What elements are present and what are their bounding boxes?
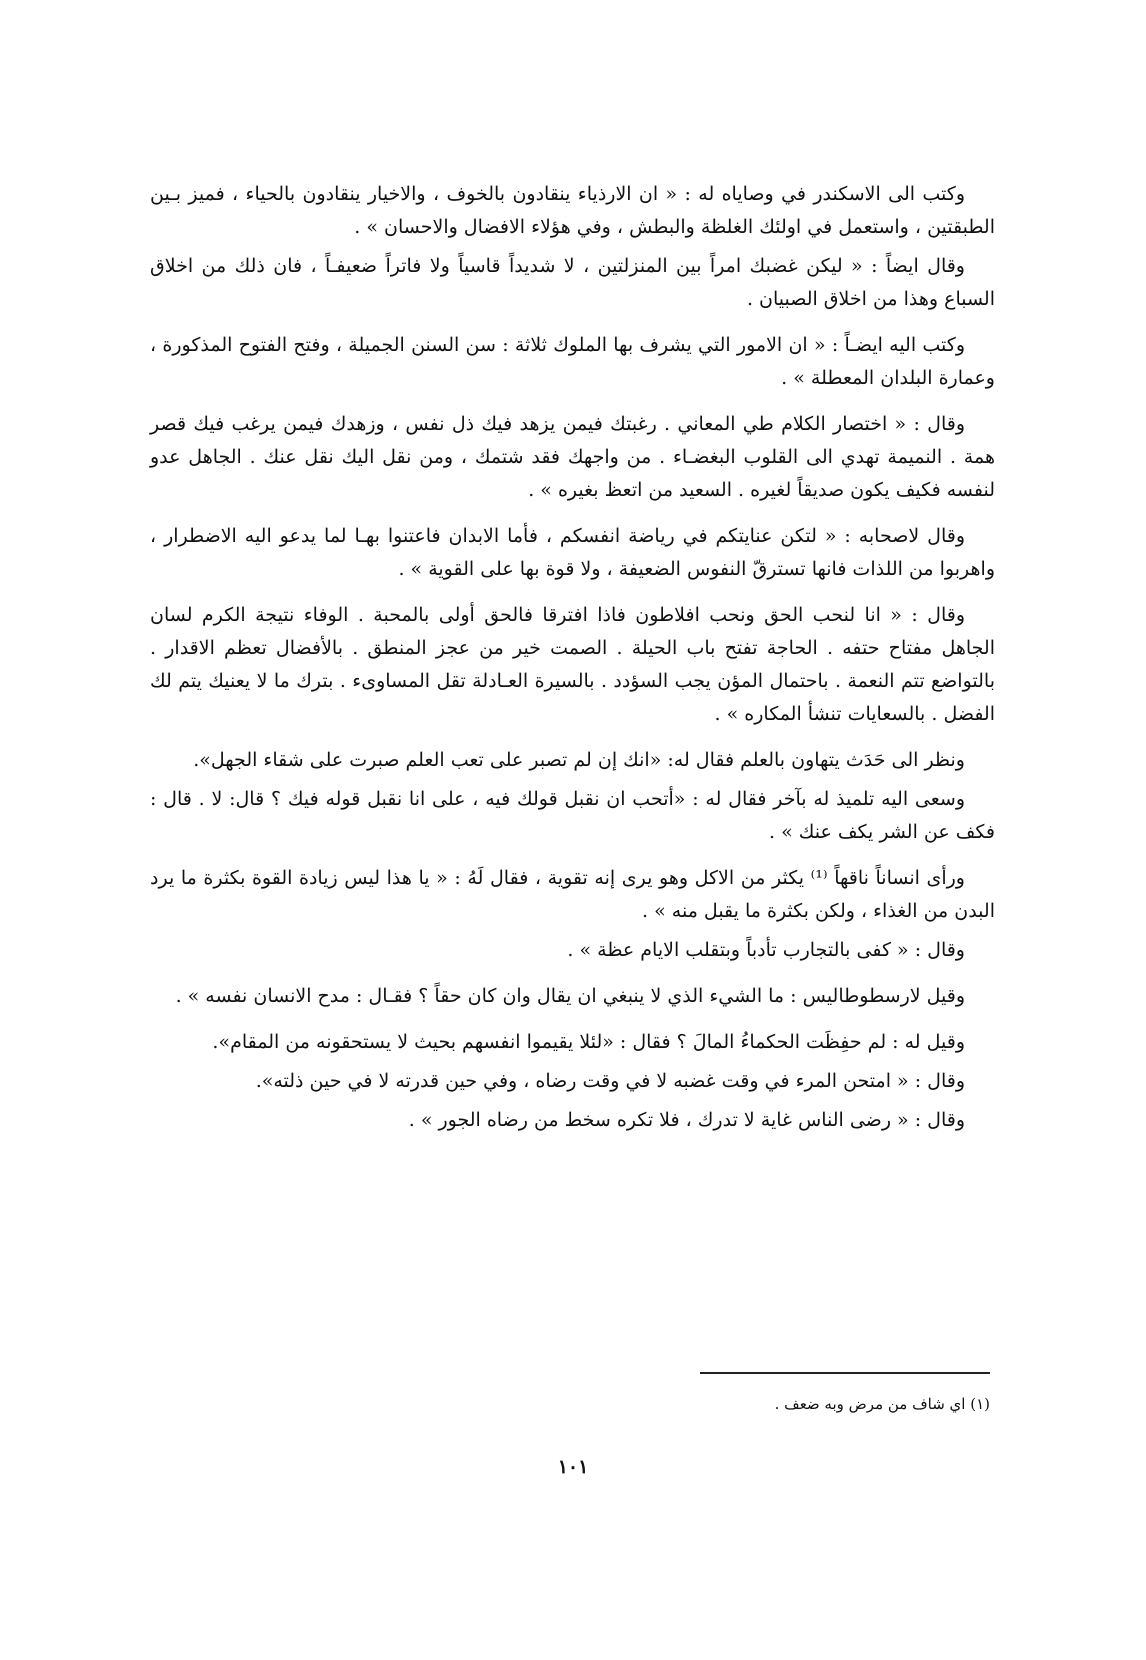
paragraph: وكتب اليه ايضـاً : « ان الامور التي يشرف بها الملوك ثلاثة : سن السنن الجميلة ، وفتح الفتوح المذكورة ، وعمارة البلدان المعطلة » . [150,334,995,389]
body-text [150,178,995,1150]
footnote: (١) اي شاف من مرض وبه ضعف . [774,1395,990,1413]
paragraph: وقيل لارسطوطاليس : ما الشيء الذي لا ينبغي ان يقال وان كان حقاً ؟ فقـال : مدح الانسان نفسه » . [175,985,965,1007]
paragraph: وقيل له : لم حفِظَت الحكماءُ المالَ ؟ فقال : «لئلا يقيموا انفسهم بحيث لا يستحقونه من المقام». [212,1031,965,1053]
footnote-divider [700,1372,990,1374]
paragraph: وقال : « رضى الناس غاية لا تدرك ، فلا تكره سخط من رضاه الجور » . [408,1109,965,1131]
paragraph: ونظر الى حَدَث يتهاون بالعلم فقال له: «انك إن لم تصبر على تعب العلم صبرت على شقاء الجهل». [193,749,965,771]
paragraph: وقال : « كفى بالتجارب تأدباً وبتقلب الايام عظة » . [567,939,965,961]
paragraph: وقال : « انا لنحب الحق ونحب افلاطون فاذا افترقا فالحق أولى بالمحبة . الوفاء نتيجة الكرم لسان الجاهل مفتاح حتفه . الحاجة تفتح باب الحيلة . الصمت خير من عجز المنطق . بالأفضال تعظم الاقدار . بالتواضع تتم النعمة . باحتمال المؤن يجب السؤدد . بالسيرة العـادلة تقل المساوىء . بترك ما لا يعنيك يتم لك الفضل . بالسعايات تنشأ المكاره » . [150,604,995,725]
paragraph: ورأى انساناً ناقهاً ⁽¹⁾ يكثر من الاكل وهو يرى إنه تقوية ، فقال لَهُ : « يا هذا ليس زيادة القوة بكثرة ما يرد البدن من الغذاء ، ولكن بكثرة ما يقبل منه » . [150,867,995,922]
paragraph: وقال لاصحابه : « لتكن عنايتكم في رياضة انفسكم ، فأما الابدان فاعتنوا بهـا لما يدعو اليه الاضطرار ، واهربوا من اللذات فانها تسترقّ النفوس الضعيفة ، ولا قوة بها على القوية » . [150,525,995,580]
paragraph: وقال : « امتحن المرء في وقت غضبه لا في وقت رضاه ، وفي حين قدرته لا في حين ذلته». [255,1070,965,1092]
paragraph: وكتب الى الاسكندر في وصاياه له : « ان الارذياء ينقادون بالخوف ، والاخيار ينقادون بالحياء ، فميز بـين الطبقتين ، واستعمل في اولئك الغلظة والبطش ، وفي هؤلاء الافضال والاحسان » . [150,183,995,238]
page-number: ١٠١ [557,1456,589,1478]
paragraph: وقال ايضاً : « ليكن غضبك امراً بين المنزلتين ، لا شديداً قاسياً ولا فاتراً ضعيفـاً ، فان ذلك من اخلاق السباع وهذا من اخلاق الصبيان . [150,255,995,310]
paragraph: وسعى اليه تلميذ له بآخر فقال له : «أتحب ان نقبل قولك فيه ، على انا نقبل قوله فيك ؟ قال: لا . قال : فكف عن الشر يكف عنك » . [150,788,995,843]
paragraph: وقال : « اختصار الكلام طي المعاني . رغبتك فيمن يزهد فيك ذل نفس ، وزهدك فيمن يرغب فيك قصر همة . النميمة تهدي الى القلوب البغضـاء . من واجهك فقد شتمك ، ومن نقل اليك نقل عنك . الجاهل عدو لنفسه فكيف يكون صديقاً لغيره . السعيد من اتعظ بغيره » . [150,413,995,501]
